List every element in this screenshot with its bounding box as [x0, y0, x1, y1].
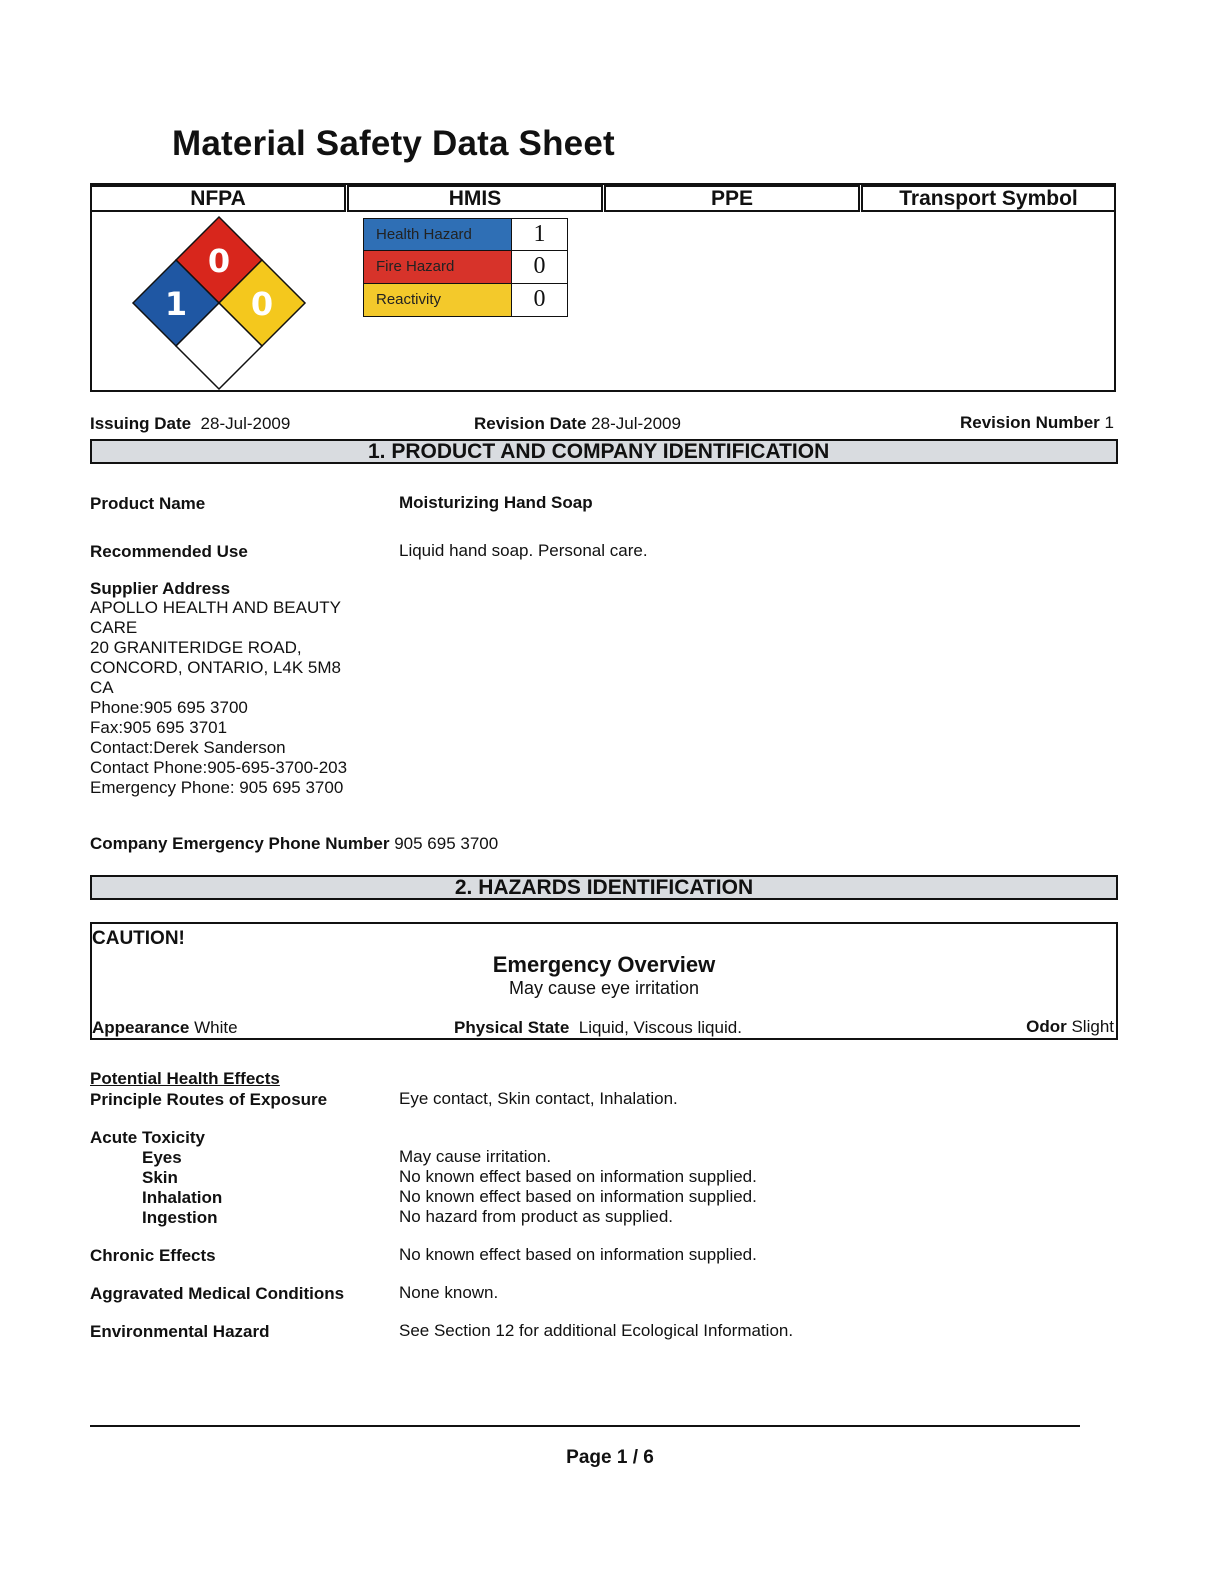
product-name-value: Moisturizing Hand Soap — [399, 493, 593, 512]
section-1-title: 1. PRODUCT AND COMPANY IDENTIFICATION — [368, 440, 830, 463]
supplier-line: CARE — [90, 618, 138, 637]
issuing-date-value: 28-Jul-2009 — [200, 414, 291, 433]
hmis-fire-value: 0 — [511, 251, 567, 283]
odor-label: Odor — [1026, 1017, 1067, 1036]
footer-divider — [90, 1425, 1080, 1427]
odor — [1026, 1017, 1114, 1037]
supplier-line: CONCORD, ONTARIO, L4K 5M8 — [90, 658, 341, 677]
environmental-hazard-value: See Section 12 for additional Ecological Information. — [399, 1321, 794, 1340]
supplier-line: CA — [90, 678, 114, 697]
physical-state — [454, 1018, 742, 1038]
revision-number-value: 1 — [1104, 413, 1114, 432]
emergency-overview-box — [90, 922, 1118, 1040]
revision-date-label: Revision Date — [474, 414, 587, 433]
supplier-line: 20 GRANITERIDGE ROAD, — [90, 638, 302, 657]
nfpa-reactivity-value: 0 — [250, 285, 274, 323]
acute-ingestion-label: Ingestion — [142, 1208, 218, 1227]
company-emergency-phone-value: 905 695 3700 — [394, 834, 499, 853]
revision-date-value: 28-Jul-2009 — [591, 414, 681, 433]
hmis-column-header: HMIS — [347, 185, 603, 212]
supplier-line: Contact Phone:905-695-3700-203 — [90, 758, 348, 777]
chronic-effects-value: No known effect based on information supplied. — [399, 1245, 757, 1264]
issuing-date — [90, 414, 290, 434]
environmental-hazard-label: Environmental Hazard — [90, 1322, 270, 1341]
odor-value: Slight — [1071, 1017, 1114, 1036]
document-title: Material Safety Data Sheet — [172, 124, 615, 163]
physical-state-label: Physical State — [454, 1018, 570, 1037]
revision-number-label: Revision Number — [959, 413, 1100, 432]
emergency-overview-title: Emergency Overview — [492, 952, 716, 977]
signal-word: CAUTION! — [92, 928, 185, 949]
acute-eyes-value: May cause irritation. — [399, 1147, 552, 1166]
aggravated-conditions-value: None known. — [399, 1283, 499, 1302]
potential-health-effects-heading: Potential Health Effects — [90, 1069, 280, 1088]
supplier-line: Phone:905 695 3700 — [90, 698, 248, 717]
appearance-label: Appearance — [92, 1018, 190, 1037]
acute-ingestion-value: No hazard from product as supplied. — [399, 1207, 674, 1226]
physical-state-value: Liquid, Viscous liquid. — [578, 1018, 742, 1037]
page-number: Page 1 / 6 — [566, 1447, 654, 1468]
revision-number — [960, 413, 1114, 433]
nfpa-diamond — [130, 215, 308, 393]
supplier-address-label: Supplier Address — [90, 579, 231, 598]
section-2-header — [90, 875, 1118, 900]
nfpa-column-header: NFPA — [90, 185, 346, 212]
supplier-address — [90, 598, 347, 798]
acute-inhalation-label: Inhalation — [142, 1188, 223, 1207]
acute-eyes-label: Eyes — [142, 1148, 182, 1167]
section-1-header — [90, 439, 1118, 464]
hmis-row-health — [363, 218, 568, 251]
acute-toxicity-label: Acute Toxicity — [90, 1128, 205, 1147]
supplier-line: Emergency Phone: 905 695 3700 — [90, 778, 344, 797]
hmis-row-fire — [363, 251, 568, 284]
transport-symbol-column-header: Transport Symbol — [861, 185, 1116, 212]
appearance-value: White — [194, 1018, 238, 1037]
hmis-health-label: Health Hazard — [364, 219, 511, 250]
issuing-date-label: Issuing Date — [90, 414, 192, 433]
routes-of-exposure-label: Principle Routes of Exposure — [90, 1090, 328, 1109]
acute-inhalation-value: No known effect based on information supplied. — [399, 1187, 757, 1206]
product-name-label: Product Name — [90, 494, 206, 513]
section-2-title: 2. HAZARDS IDENTIFICATION — [454, 876, 754, 899]
emergency-overview-text: May cause eye irritation — [508, 978, 700, 998]
aggravated-conditions-label: Aggravated Medical Conditions — [90, 1284, 345, 1303]
recommended-use-label: Recommended Use — [90, 542, 248, 561]
company-emergency-phone-label: Company Emergency Phone Number — [90, 834, 390, 853]
routes-of-exposure-value: Eye contact, Skin contact, Inhalation. — [399, 1089, 678, 1108]
company-emergency-phone — [90, 834, 498, 854]
ppe-column-header: PPE — [604, 185, 860, 212]
recommended-use-value: Liquid hand soap. Personal care. — [399, 541, 648, 560]
supplier-line: Fax:905 695 3701 — [90, 718, 228, 737]
appearance — [92, 1018, 238, 1038]
supplier-line: Contact:Derek Sanderson — [90, 738, 286, 757]
supplier-line: APOLLO HEALTH AND BEAUTY — [90, 598, 341, 617]
acute-skin-label: Skin — [142, 1168, 178, 1187]
acute-skin-value: No known effect based on information supplied. — [399, 1167, 757, 1186]
hmis-row-reactivity — [363, 284, 568, 317]
nfpa-health-value: 1 — [164, 285, 188, 323]
nfpa-fire-value: 0 — [207, 242, 231, 280]
hmis-fire-label: Fire Hazard — [364, 251, 511, 283]
hmis-reactivity-value: 0 — [511, 284, 567, 316]
hmis-reactivity-label: Reactivity — [364, 284, 511, 316]
revision-date — [474, 414, 681, 434]
hmis-health-value: 1 — [511, 219, 567, 250]
chronic-effects-label: Chronic Effects — [90, 1246, 216, 1265]
hmis-table — [363, 218, 568, 317]
